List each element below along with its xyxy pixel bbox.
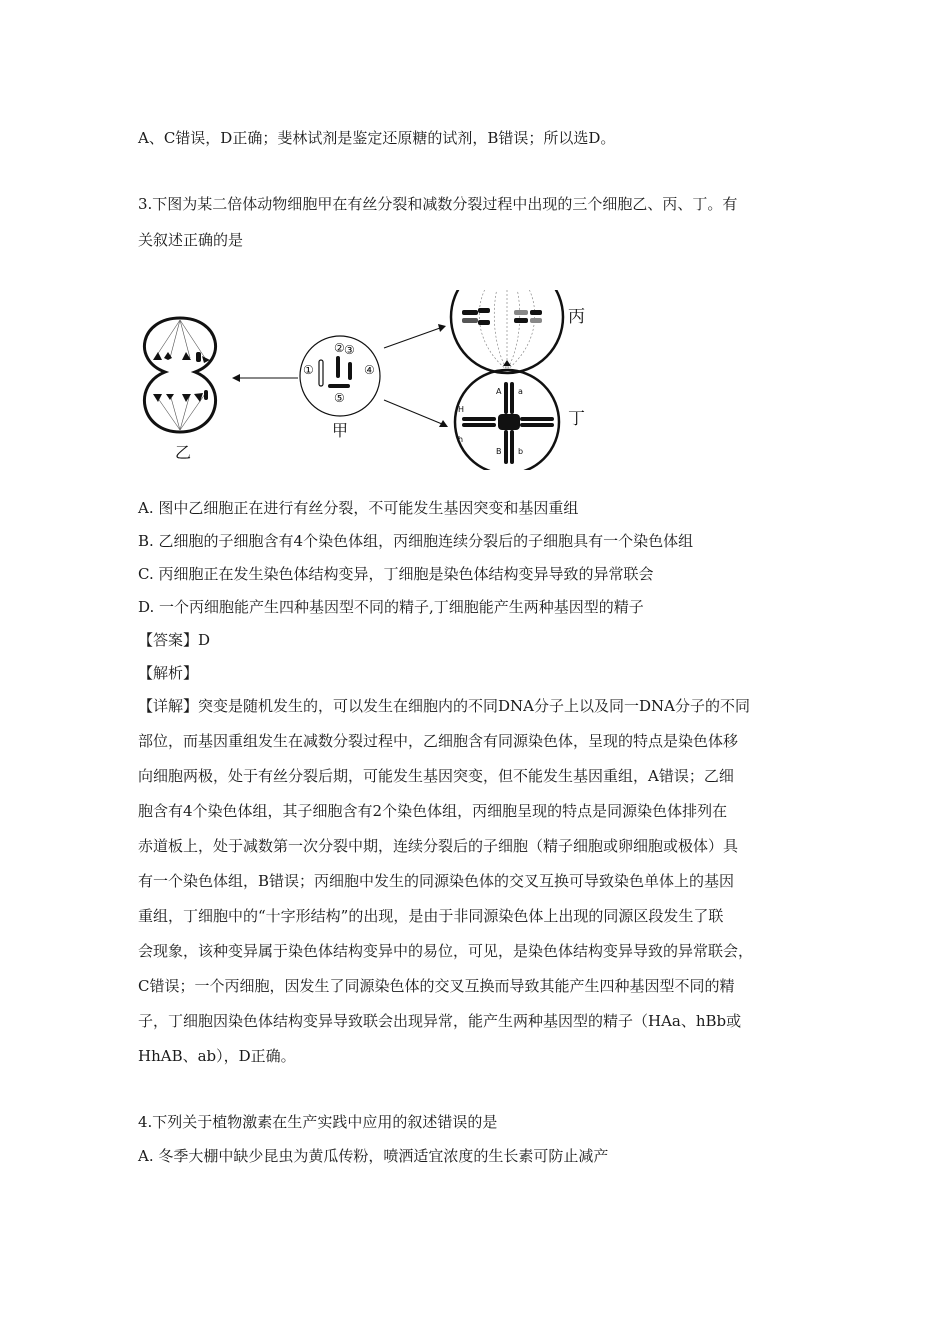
label-num-2: ②	[334, 341, 345, 355]
gene-label-b: b	[518, 447, 524, 456]
label-jia: 甲	[332, 421, 349, 440]
detail-line: 会现象，该种变异属于染色体结构变异中的易位，可见，是染色体结构变异导致的异常联会，	[138, 942, 754, 960]
label-num-5: ⑤	[334, 391, 345, 405]
label-ding: 丁	[568, 409, 585, 429]
gene-label-h: h	[458, 435, 464, 444]
detail-line: 部位，而基因重组发生在减数分裂过程中，乙细胞含有同源染色体，呈现的特点是染色体移	[138, 732, 739, 750]
arrow-jia-to-bing	[384, 324, 446, 348]
detail-line: C错误；一个丙细胞，因发生了同源染色体的交叉互换而导致其能产生四种基因型不同的精	[138, 977, 735, 995]
question-3-analysis-title: 【解析】	[138, 664, 199, 682]
gene-label-a: a	[518, 387, 523, 396]
label-num-4: ④	[364, 363, 375, 377]
detail-line: 子，丁细胞因染色体结构变异导致联会出现异常，能产生两种基因型的精子（HAa、hBb或	[138, 1012, 742, 1030]
label-yi: 乙	[175, 443, 192, 462]
detail-line: 赤道板上，处于减数第一次分裂中期，连续分裂后的子细胞（精子细胞或卵细胞或极体）具	[138, 837, 739, 855]
detail-line: 【详解】突变是随机发生的，可以发生在细胞内的不同DNA分子上以及同一DNA分子的不同	[138, 697, 750, 715]
question-4-stem: 4.下列关于植物激素在生产实践中应用的叙述错误的是	[138, 1113, 498, 1131]
question-3-stem-line1: 3.下图为某二倍体动物细胞甲在有丝分裂和减数分裂过程中出现的三个细胞乙、丙、丁。有	[138, 195, 738, 213]
arrow-jia-to-yi	[232, 374, 298, 382]
detail-line: 胞含有4个染色体组，其子细胞含有2个染色体组，丙细胞呈现的特点是同源染色体排列在	[138, 802, 728, 820]
gene-label-H: H	[458, 405, 465, 414]
gene-label-B: B	[496, 447, 502, 456]
detail-line: 有一个染色体组，B错误；丙细胞中发生的同源染色体的交叉互换可导致染色单体上的基因	[138, 872, 735, 890]
question-3-option-a: A. 图中乙细胞正在进行有丝分裂，不可能发生基因突变和基因重组	[138, 499, 579, 517]
cell-jia-diagram	[300, 336, 380, 440]
label-bing: 丙	[568, 307, 585, 327]
arrow-jia-to-ding	[384, 400, 448, 427]
question-3-option-c: C. 丙细胞正在发生染色体结构变异，丁细胞是染色体结构变异导致的异常联会	[138, 565, 654, 583]
detail-line: HhAB、ab），D正确。	[138, 1047, 296, 1065]
question-3-option-d: D. 一个丙细胞能产生四种基因型不同的精子,丁细胞能产生两种基因型的精子	[138, 598, 644, 616]
question-3-stem-line2: 关叙述正确的是	[138, 231, 244, 249]
detail-line: 向细胞两极，处于有丝分裂后期，可能发生基因突变，但不能发生基因重组，A错误；乙细	[138, 767, 734, 785]
question-4-option-a: A. 冬季大棚中缺少昆虫为黄瓜传粉，喷洒适宜浓度的生长素可防止减产	[138, 1147, 609, 1165]
cell-division-figure	[120, 290, 600, 470]
question-3-option-b: B. 乙细胞的子细胞含有4个染色体组，丙细胞连续分裂后的子细胞具有一个染色体组	[138, 532, 694, 550]
detail-line: 重组，丁细胞中的“十字形结构”的出现，是由于非同源染色体上出现的同源区段发生了联	[138, 907, 724, 925]
label-num-3: ③	[344, 343, 355, 357]
gene-label-A: A	[496, 387, 502, 396]
cell-ding-diagram	[455, 370, 585, 470]
previous-answer-tail: A、C错误，D正确；斐林试剂是鉴定还原糖的试剂，B错误；所以选D。	[138, 129, 616, 147]
label-num-1: ①	[303, 363, 314, 377]
cell-yi-diagram	[144, 318, 215, 462]
cell-bing-diagram	[451, 290, 585, 373]
question-3-answer: 【答案】D	[138, 631, 211, 649]
